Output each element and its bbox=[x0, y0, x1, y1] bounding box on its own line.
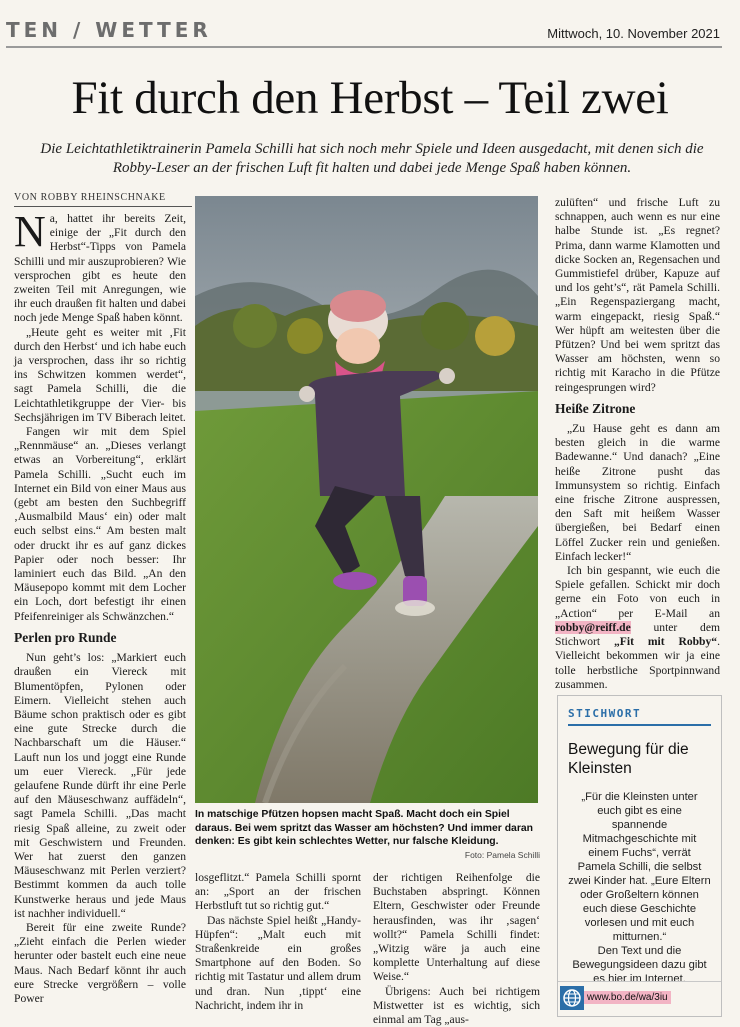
infobox-url-link[interactable]: www.bo.de/wa/3iu bbox=[584, 991, 671, 1004]
infobox-paragraph: Den Text und die Bewegungsideen dazu gibt es hier im Internet. bbox=[572, 945, 707, 985]
paragraph: Nun geht’s los: „Markiert euch draußen ein Viereck mit Blumentöpfen, Pylonen oder Eimern. Vielleicht stehen auch Bäume schon praktisch oder es gibt eine gute Strecke durch die Nachbarschaft um die Häuser.“ Lauft nun los und joggt eine Runde um euer Viereck. „Für jede gelaufene Runde dürft ihr eine Perle auf den Mäuseschwanz auffädeln“, sagt Pamela Schilli. „Das macht riesig Spaß alleine, zu zweit oder mit Geschwistern und Freunden. Wer hat zuerst den ganzen Mäuseschwanz mit Perlen verziert? Bestimmt kommen da auch tolle Kunstwerke heraus und jede Maus ist nachher individuell.“ bbox=[14, 651, 186, 920]
paragraph-text: Ich bin gespannt, wie euch die Spiele gefallen. Schickt mir doch gerne ein Foto von euch in „Action“ per E-Mail an bbox=[555, 564, 720, 620]
paragraph: Übrigens: Auch bei richtigem Mistwetter ist es wichtig, sich einmal am Tag „aus- bbox=[373, 984, 540, 1027]
paragraph: Fangen wir mit dem Spiel „Rennmäuse“ an. „Dieses verlangt etwas an Vorbereitung“, erklärt Pamela Schilli. „Sucht euch im Internet ein Bild von einer Maus aus (gebt am besten den Suchbegriff ‚Ausmalbild Maus‘ ein) oder malt euch selbst eins.“ Am besten malt oder druckt ihr es auf ganz dickes Papier oder noch besser: Ihr laminiert euch das Bild. „An den Mäusepopo kommt mit dem Locher ein Loch, dort befestigt ihr einen Pfeifenreiniger als Schwänzchen.“ bbox=[14, 425, 186, 623]
subheading-perlen: Perlen pro Runde bbox=[14, 629, 117, 645]
paragraph: Das nächste Spiel heißt „Handy-Hüpfen“: „Malt euch mit Straßenkreide ein großes Smartphone auf den Boden. So richtig mit Tastatur und allem drum und dran. Nun ‚tippt‘ eine Nachricht, indem ihr in bbox=[195, 913, 361, 1012]
section-label: TEN / WETTER bbox=[6, 18, 212, 42]
article-column-4-bottom bbox=[373, 871, 540, 1027]
drop-cap: N bbox=[14, 207, 46, 256]
teaser: Die Leichtathletiktrainerin Pamela Schilli hat sich noch mehr Spiele und Ideen ausgedacht, mit denen sich die Robby-Leser an der frischen Luft fit halten und dabei jede Menge Spaß haben können. bbox=[40, 141, 704, 176]
paragraph-text: . Vielleicht bekommen wir ja eine tolle herbstliche Sportpinnwand zusammen. bbox=[555, 635, 721, 691]
article-photo bbox=[195, 196, 538, 803]
closing-paragraph bbox=[555, 564, 720, 692]
caption-text: In matschige Pfützen hopsen macht Spaß. Macht doch ein Spiel daraus. Bei wem spritzt das Wasser am höchsten? Und immer daran denken: Es gibt kein schlechtes Wetter, nur falsche Kleidung. bbox=[195, 809, 533, 847]
globe-icon bbox=[560, 986, 584, 1010]
infobox-title: Bewegung für die Kleinsten bbox=[568, 741, 689, 777]
paragraph-text: a, hattet ihr bereits Zeit, einige der „Fit durch den Herbst“-Tipps von Pamela Schilli und mir auszuprobieren? Wie versprochen gibt es heute den zweiten Teil mit Anregungen, wie ihr euch draußen fit halten und dabei noch jede Menge Spaß haben könnt. bbox=[14, 212, 186, 325]
infobox-paragraph: „Für die Kleinsten unter euch gibt es eine spannende Mitmachgeschichte mit einem Fuchs“, verrät Pamela Schilli, die selbst zwei Kinder hat. „Eure Eltern oder Großeltern können euch diese Geschichte vorlesen und mit euch mitturnen.“ bbox=[568, 791, 711, 943]
photo-caption bbox=[195, 808, 540, 862]
email-link[interactable]: robby@reiff.de bbox=[555, 620, 631, 634]
article-column-1 bbox=[14, 207, 186, 1006]
stichwort-keyword: „Fit mit Robby“ bbox=[613, 635, 718, 649]
headline: Fit durch den Herbst – Teil zwei bbox=[71, 72, 669, 124]
infobox-body bbox=[568, 790, 711, 986]
article-column-5 bbox=[555, 196, 720, 692]
byline: VON ROBBY RHEINSCHNAKE bbox=[14, 192, 166, 203]
infobox-footer bbox=[558, 981, 721, 1016]
subheading-zitrone: Heiße Zitrone bbox=[555, 400, 636, 416]
paragraph: „Zu Hause geht es dann am besten gleich in die warme Badewanne.“ Und danach? „Eine heiße Zitrone pusht das Immunsystem so richtig. Einfach eine frische Zitrone auspressen, den Saft mit heißem Wasser übergießen, bei Bedarf einen Löffel Zucker rein und genießen. Einfach lecker!“ bbox=[555, 422, 720, 563]
intro-paragraph bbox=[14, 207, 186, 326]
paragraph: „Heute geht es weiter mit ‚Fit durch den Herbst‘ und ich habe euch ja versprochen, dass ihr so richtig ins Schwitzen kommen werdet“, sagt Pamela Schilli, die die Leichtathletikgruppe der Vier- bis Sechsjährigen im TV Biberach leitet. bbox=[14, 325, 186, 424]
paragraph: Bereit für eine zweite Runde? „Zieht einfach die Perlen wieder herunter oder bastelt euch eine neue Maus. Nach Bedarf könnt ihr auch eure Strecke vergrößern – volle Power bbox=[14, 920, 186, 1005]
paragraph-text: unter dem Stichwort bbox=[555, 620, 720, 649]
article-column-3-bottom bbox=[195, 871, 361, 1013]
paragraph: zulüften“ und frische Luft zu schnappen, auch wenn es nur eine halbe Stunde ist. „Es regnet? Prima, dann warme Klamotten und dicke Socken an, Regensachen und Gummistiefel drüber, Kapuze auf und los geht’s“, rät Pamela Schilli. „Ein Regenspaziergang macht, warm eingepackt, riesig Spaß.“ Wer hüpft am weitesten über die Pfützen? Und bei wem spritzt das Wasser am höchsten, wenn so richtig mit Karacho in die Pfütze reingesprungen wird? bbox=[555, 196, 720, 394]
stichwort-infobox bbox=[557, 695, 722, 1017]
paragraph: losgeflitzt.“ Pamela Schilli spornt an: „Sport an der frischen Herbstluft tut so richtig gut.“ bbox=[195, 871, 361, 913]
infobox-rule bbox=[568, 724, 711, 726]
paragraph: der richtigen Reihenfolge die Buchstaben abspringt. Können Eltern, Geschwister oder Freunde herausfinden, was ihr ‚sagen‘ wollt?“ Pamela Schilli findet: „Witzig wäre ja auch eine komplette Unterhaltung auf diese Weise.“ bbox=[373, 871, 540, 984]
issue-date: Mittwoch, 10. November 2021 bbox=[547, 26, 720, 41]
header-divider bbox=[6, 46, 722, 48]
photo-credit: Foto: Pamela Schilli bbox=[464, 849, 540, 860]
infobox-tag: STICHWORT bbox=[568, 707, 642, 720]
photo-child-jumping-in-puddle bbox=[195, 196, 538, 803]
